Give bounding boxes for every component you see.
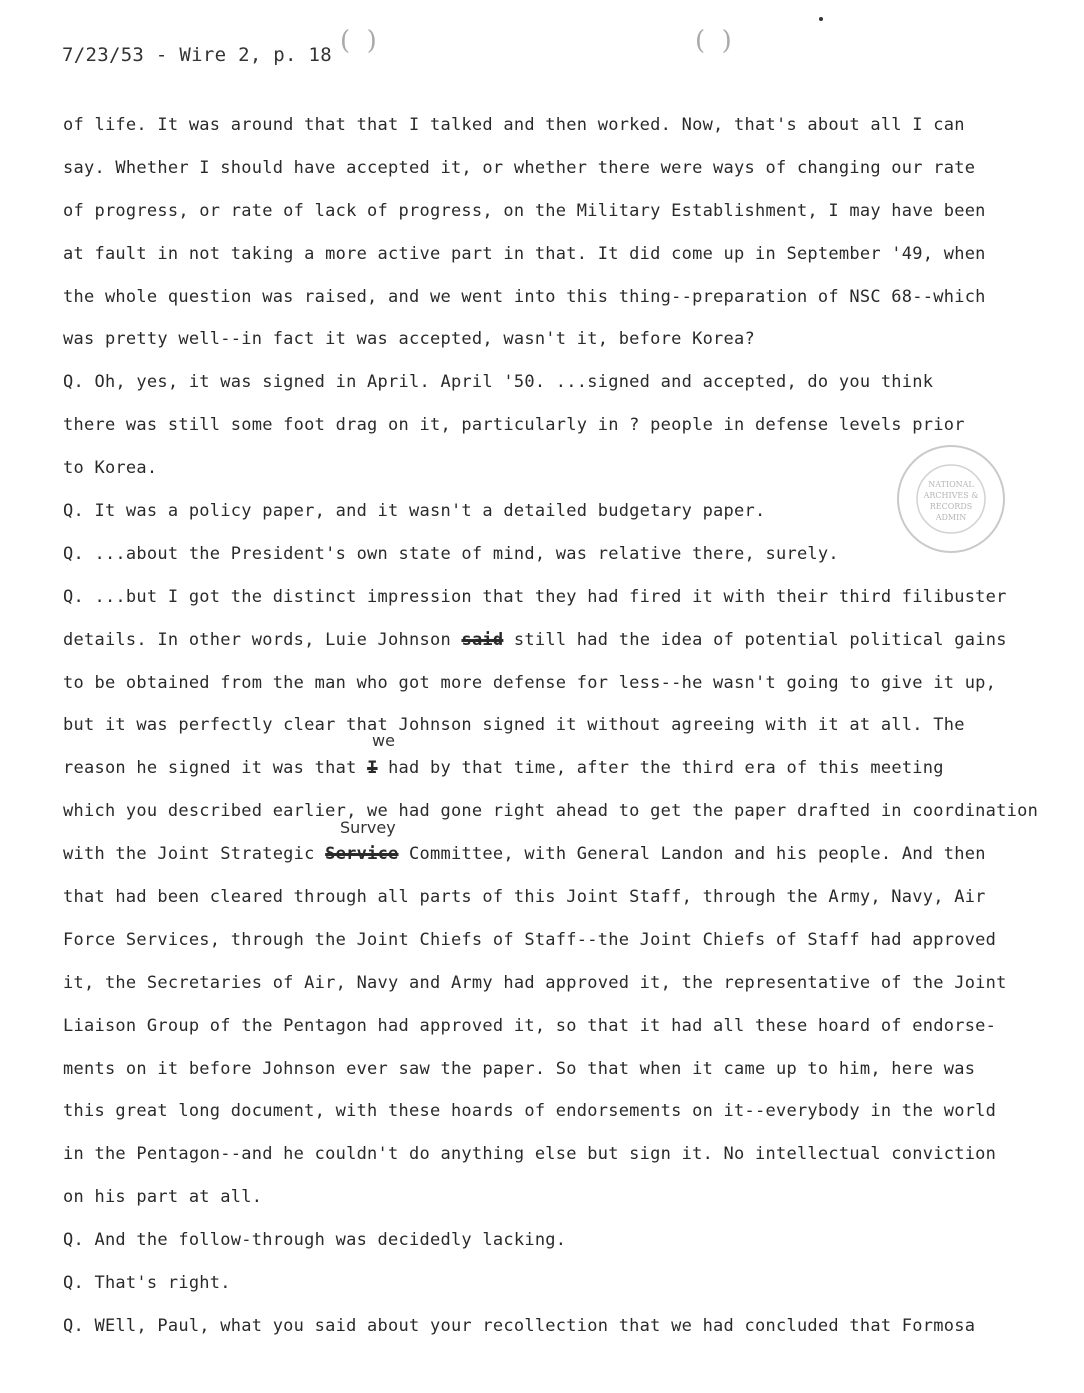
text-line: on his part at all. — [63, 1187, 263, 1208]
text-segment: details. In other words, Luie Johnson — [63, 629, 451, 650]
text-line: to be obtained from the man who got more defense for less--he wasn't going to give it up, — [63, 672, 997, 693]
stamp-center-line: ADMIN — [935, 513, 967, 522]
page-header: 7/23/53 - Wire 2, p. 18 — [62, 44, 332, 66]
stamp-center-line: ARCHIVES & — [923, 491, 979, 500]
text-line — [63, 833, 1053, 876]
stamp-center-line: RECORDS — [929, 502, 973, 511]
stamp-center-line: NATIONAL — [928, 480, 974, 489]
text-line — [63, 747, 1053, 790]
text-line: that had been cleared through all parts of this Joint Staff, through the Army, Navy, Air — [63, 887, 986, 908]
text-segment: had by that time, after the third era of this meeting — [377, 758, 944, 779]
text-line: of life. It was around that that I talked and then worked. Now, that's about all I can — [63, 115, 965, 135]
text-line: but it was perfectly clear that Johnson signed it without agreeing with it at all. The — [63, 715, 965, 736]
text-line: in the Pentagon--and he couldn't do anything else but sign it. No intellectual conviction — [63, 1144, 997, 1165]
text-line: which you described earlier, we had gone right ahead to get the paper drafted in coordination — [63, 801, 1039, 822]
text-line: this great long document, with these hoards of endorsements on it--everybody in the world — [63, 1101, 997, 1122]
margin-paren-mark: ( ) — [695, 26, 732, 56]
transcript-body — [63, 104, 1053, 1348]
text-line: Q. It was a policy paper, and it wasn't a detailed budgetary paper. — [63, 501, 766, 522]
struck-word: said — [461, 629, 504, 650]
text-segment: with the Joint Strategic — [63, 844, 315, 865]
text-line: Force Services, through the Joint Chiefs of Staff--the Joint Chiefs of Staff had approved — [63, 929, 997, 950]
text-line — [63, 619, 1053, 662]
handwritten-insert: we — [372, 731, 395, 750]
struck-word: I — [367, 758, 378, 779]
text-line: of progress, or rate of lack of progress, on the Military Establishment, I may have been — [63, 200, 986, 221]
text-line: was pretty well--in fact it was accepted, wasn't it, before Korea? — [63, 329, 756, 350]
library-stamp-icon — [895, 443, 1007, 555]
ink-dot — [819, 17, 823, 21]
text-segment: still had the idea of potential political gains — [503, 629, 1007, 650]
text-line: say. Whether I should have accepted it, or whether there were ways of changing our rate — [63, 157, 976, 178]
text-line: Q. Oh, yes, it was signed in April. April '50. ...signed and accepted, do you think — [63, 372, 934, 393]
text-line: the whole question was raised, and we went into this thing--preparation of NSC 68--which — [63, 286, 986, 307]
text-line: at fault in not taking a more active part in that. It did come up in September '49, when — [63, 243, 986, 264]
text-line: to Korea. — [63, 458, 158, 479]
text-line: Q. WEll, Paul, what you said about your recollection that we had concluded that Formosa — [63, 1315, 976, 1336]
text-line: ments on it before Johnson ever saw the paper. So that when it came up to him, here was — [63, 1058, 976, 1079]
text-line: Q. And the follow-through was decidedly lacking. — [63, 1230, 567, 1251]
text-segment: reason he signed it was that — [63, 758, 357, 779]
text-line: Liaison Group of the Pentagon had approved it, so that it had all these hoard of endorse- — [63, 1015, 997, 1036]
text-line: Q. That's right. — [63, 1273, 231, 1294]
text-line: Q. ...but I got the distinct impression that they had fired it with their third filibuster — [63, 586, 1007, 607]
text-line: it, the Secretaries of Air, Navy and Army had approved it, the representative of the Joint — [63, 972, 1007, 993]
margin-paren-mark: ( ) — [340, 26, 377, 56]
text-line: there was still some foot drag on it, particularly in ? people in defense levels prior — [63, 415, 965, 436]
struck-word: Service — [325, 844, 399, 865]
text-segment: Committee, with General Landon and his people. And then — [398, 844, 986, 865]
text-line: Q. ...about the President's own state of mind, was relative there, surely. — [63, 543, 839, 564]
handwritten-insert: Survey — [340, 818, 396, 837]
